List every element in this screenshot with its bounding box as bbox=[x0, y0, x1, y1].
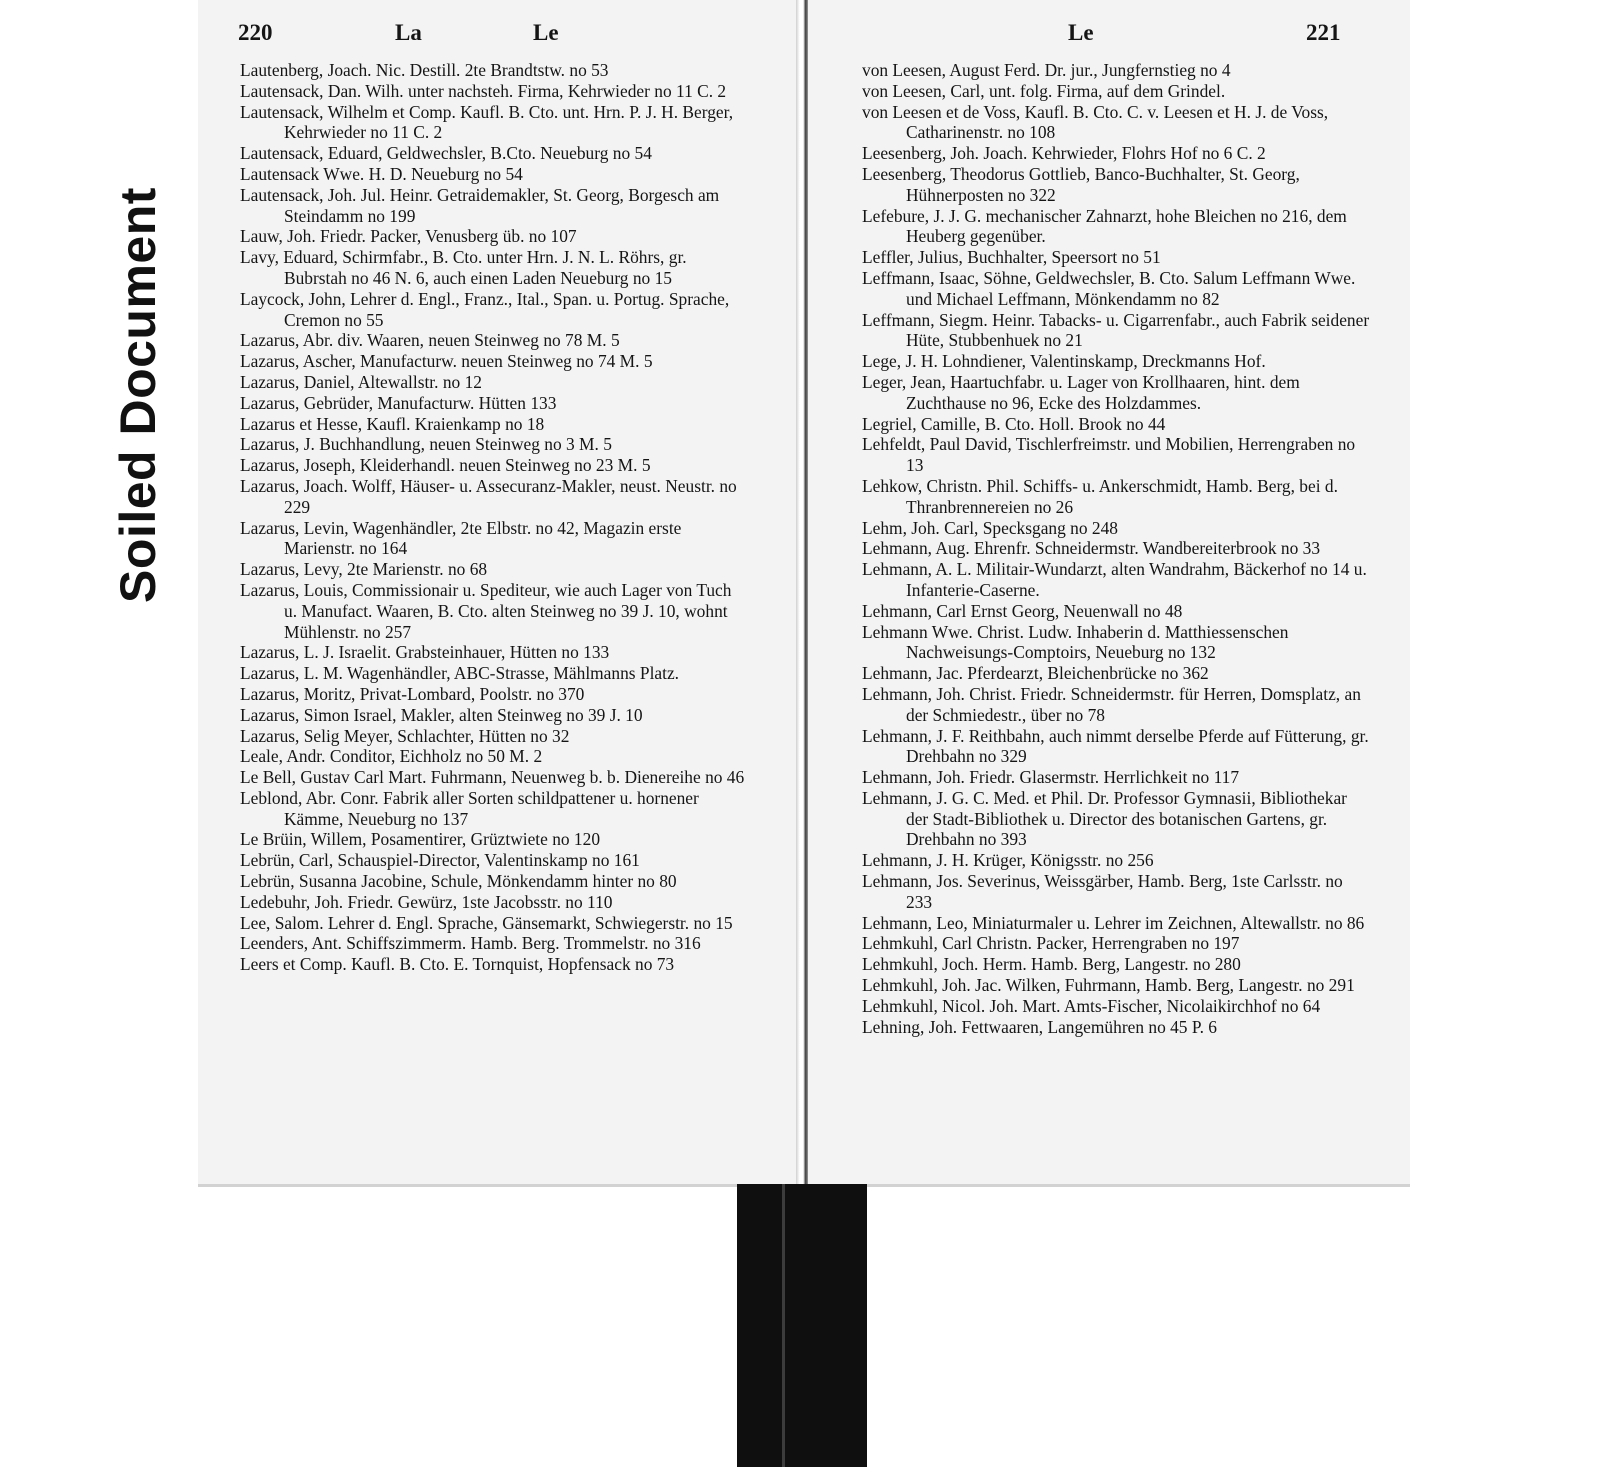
directory-entry: Leffmann, Siegm. Heinr. Tabacks- u. Cigarrenfabr., auch Fabrik seidener Hüte, Stubbenhuek no 21 bbox=[862, 309, 1370, 351]
directory-entry: Leale, Andr. Conditor, Eichholz no 50 M. 2 bbox=[240, 746, 543, 767]
directory-entry: Leger, Jean, Haartuchfabr. u. Lager von Krollhaaren, hint. dem Zuchthause no 96, Ecke des Holzdammes. bbox=[862, 371, 1300, 413]
directory-entry: Lehmann, J. G. C. Med. et Phil. Dr. Professor Gymnasii, Bibliothekar der Stadt-Bibliothek u. Director des botanischen Gartens, gr. Drehbahn no 393 bbox=[862, 787, 1347, 850]
directory-entry: Lazarus et Hesse, Kaufl. Kraienkamp no 18 bbox=[240, 413, 545, 434]
directory-entry: Lehmkuhl, Nicol. Joh. Mart. Amts-Fischer, Nicolaikirchhof no 64 bbox=[862, 995, 1321, 1016]
directory-entry: Lehfeldt, Paul David, Tischlerfreimstr. und Mobilien, Herrengraben no 13 bbox=[862, 434, 1356, 476]
directory-entry: Lazarus, Abr. div. Waaren, neuen Steinweg no 78 M. 5 bbox=[240, 330, 620, 351]
directory-entry: Lazarus, Simon Israel, Makler, alten Steinweg no 39 J. 10 bbox=[240, 704, 643, 725]
directory-entry: Lehmann, A. L. Militair-Wundarzt, alten Wandrahm, Bäckerhof no 14 u. Infanterie-Caserne. bbox=[862, 559, 1367, 600]
stamp-text: Soiled Document bbox=[110, 187, 166, 603]
directory-entry: Lazarus, Daniel, Altewallstr. no 12 bbox=[240, 371, 482, 392]
left-page-entries bbox=[240, 60, 748, 975]
directory-entry: Lazarus, Levin, Wagenhändler, 2te Elbstr. no 42, Magazin erste Marienstr. no 164 bbox=[240, 517, 682, 559]
directory-entry: Lautensack Wwe. H. D. Neueburg no 54 bbox=[240, 163, 523, 184]
left-page-heading-last: Le bbox=[533, 20, 559, 45]
directory-entry: Lazarus, J. Buchhandlung, neuen Steinweg no 3 M. 5 bbox=[240, 434, 612, 455]
directory-entry: Leesenberg, Joh. Joach. Kehrwieder, Flohrs Hof no 6 C. 2 bbox=[862, 143, 1266, 164]
directory-entry: von Leesen, Carl, unt. folg. Firma, auf dem Grindel. bbox=[862, 80, 1226, 101]
directory-entry: Lautensack, Wilhelm et Comp. Kaufl. B. Cto. unt. Hrn. P. J. H. Berger, Kehrwieder no 11 C. 2 bbox=[240, 101, 734, 143]
directory-entry: Legriel, Camille, B. Cto. Holl. Brook no 44 bbox=[862, 413, 1166, 434]
directory-entry: Lazarus, Joseph, Kleiderhandl. neuen Steinweg no 23 M. 5 bbox=[240, 455, 651, 476]
directory-entry: Leffler, Julius, Buchhalter, Speersort no 51 bbox=[862, 247, 1161, 268]
directory-entry: Leblond, Abr. Conr. Fabrik aller Sorten schildpattener u. hornener Kämme, Neueburg no 137 bbox=[240, 787, 699, 829]
directory-entry: Lebrün, Susanna Jacobine, Schule, Mönkendamm hinter no 80 bbox=[240, 871, 677, 892]
book-gutter bbox=[796, 0, 808, 1184]
directory-entry: Lehmkuhl, Carl Christn. Packer, Herrengraben no 197 bbox=[862, 933, 1240, 954]
directory-entry: Lehmann, J. H. Krüger, Königsstr. no 256 bbox=[862, 850, 1154, 871]
spine-cord bbox=[782, 1184, 785, 1467]
directory-entry: Lazarus, Ascher, Manufacturw. neuen Steinweg no 74 M. 5 bbox=[240, 351, 653, 372]
directory-entry: von Leesen, August Ferd. Dr. jur., Jungfernstieg no 4 bbox=[862, 60, 1231, 80]
directory-entry: Lazarus, L. J. Israelit. Grabsteinhauer, Hütten no 133 bbox=[240, 642, 610, 663]
directory-entry: Laycock, John, Lehrer d. Engl., Franz., Ital., Span. u. Portug. Sprache, Cremon no 55 bbox=[240, 288, 730, 330]
directory-entry: Lautensack, Dan. Wilh. unter nachsteh. Firma, Kehrwieder no 11 C. 2 bbox=[240, 80, 727, 101]
directory-entry: Lazarus, Louis, Commissionair u. Spediteur, wie auch Lager von Tuch u. Manufact. Waaren, B. Cto. alten Steinweg no 39 J. 10, wohnt Mühlenstr. no 257 bbox=[240, 579, 732, 642]
directory-entry: Lehmann, Joh. Friedr. Glasermstr. Herrlichkeit no 117 bbox=[862, 767, 1240, 788]
right-page bbox=[808, 0, 1410, 1184]
directory-entry: Lehm, Joh. Carl, Specksgang no 248 bbox=[862, 517, 1118, 538]
right-page-heading: Le bbox=[1068, 20, 1094, 45]
directory-entry: Lehning, Joh. Fettwaaren, Langemühren no 45 P. 6 bbox=[862, 1016, 1217, 1037]
directory-entry: Le Brüin, Willem, Posamentirer, Grüztwiete no 120 bbox=[240, 829, 601, 850]
directory-entry: Ledebuhr, Joh. Friedr. Gewürz, 1ste Jacobsstr. no 110 bbox=[240, 891, 613, 912]
directory-entry: Lehmann, Jos. Severinus, Weissgärber, Hamb. Berg, 1ste Carlsstr. no 233 bbox=[862, 871, 1343, 912]
directory-entry: Lehmann, Aug. Ehrenfr. Schneidermstr. Wandbereiterbrook no 33 bbox=[862, 538, 1321, 559]
directory-entry: Lee, Salom. Lehrer d. Engl. Sprache, Gänsemarkt, Schwiegerstr. no 15 bbox=[240, 912, 733, 933]
right-page-number: 221 bbox=[1306, 20, 1341, 45]
directory-entry: Lebrün, Carl, Schauspiel-Director, Valentinskamp no 161 bbox=[240, 850, 640, 871]
directory-entry: Lazarus, Moritz, Privat-Lombard, Poolstr. no 370 bbox=[240, 683, 585, 704]
directory-entry: Lehmann, Leo, Miniaturmaler u. Lehrer im Zeichnen, Altewallstr. no 86 bbox=[862, 912, 1365, 933]
directory-entry: Lehmkuhl, Joch. Herm. Hamb. Berg, Langestr. no 280 bbox=[862, 954, 1241, 975]
directory-entry: Lefebure, J. J. G. mechanischer Zahnarzt, hohe Bleichen no 216, dem Heuberg gegenüber. bbox=[862, 205, 1347, 247]
directory-entry: Leffmann, Isaac, Söhne, Geldwechsler, B. Cto. Salum Leffmann Wwe. und Michael Leffmann, Mönkendamm no 82 bbox=[862, 267, 1356, 309]
directory-entry: Lehmkuhl, Joh. Jac. Wilken, Fuhrmann, Hamb. Berg, Langestr. no 291 bbox=[862, 975, 1355, 996]
directory-entry: Le Bell, Gustav Carl Mart. Fuhrmann, Neuenweg b. b. Dienereihe no 46 bbox=[240, 767, 745, 788]
directory-entry: Lazarus, Gebrüder, Manufacturw. Hütten 133 bbox=[240, 392, 557, 413]
directory-entry: Lazarus, Selig Meyer, Schlachter, Hütten no 32 bbox=[240, 725, 570, 746]
soiled-document-stamp bbox=[108, 140, 168, 650]
directory-entry: Lazarus, Levy, 2te Marienstr. no 68 bbox=[240, 559, 488, 580]
directory-entry: Lege, J. H. Lohndiener, Valentinskamp, Dreckmanns Hof. bbox=[862, 351, 1266, 372]
left-page-heading-first: La bbox=[395, 20, 422, 45]
directory-entry: Lehmann, J. F. Reithbahn, auch nimmt derselbe Pferde auf Fütterung, gr. Drehbahn no 329 bbox=[862, 725, 1369, 767]
left-page bbox=[198, 0, 798, 1184]
directory-entry: Lautensack, Joh. Jul. Heinr. Getraidemakler, St. Georg, Borgesch am Steindamm no 199 bbox=[240, 184, 720, 226]
directory-entry: Lehmann, Jac. Pferdearzt, Bleichenbrücke no 362 bbox=[862, 663, 1209, 684]
directory-entry: Lautensack, Eduard, Geldwechsler, B.Cto. Neueburg no 54 bbox=[240, 143, 652, 164]
directory-entry: Lehmann, Carl Ernst Georg, Neuenwall no 48 bbox=[862, 600, 1183, 621]
directory-entry: Lazarus, L. M. Wagenhändler, ABC-Strasse, Mählmanns Platz. bbox=[240, 663, 680, 684]
directory-entry: Leers et Comp. Kaufl. B. Cto. E. Tornquist, Hopfensack no 73 bbox=[240, 954, 675, 975]
directory-entry: Lavy, Eduard, Schirmfabr., B. Cto. unter Hrn. J. N. L. Röhrs, gr. Bubrstah no 46 N. 6, auch einen Laden Neueburg no 15 bbox=[240, 247, 687, 288]
directory-entry: Lehmann Wwe. Christ. Ludw. Inhaberin d. Matthiessenschen Nachweisungs-Comptoirs, Neueburg no 132 bbox=[862, 621, 1289, 663]
open-book-scan bbox=[198, 0, 1410, 1187]
directory-entry: von Leesen et de Voss, Kaufl. B. Cto. C. v. Leesen et H. J. de Voss, Catharinenstr. no 108 bbox=[862, 101, 1329, 143]
directory-entry: Lehmann, Joh. Christ. Friedr. Schneidermstr. für Herren, Domsplatz, an der Schmiedestr., über no 78 bbox=[862, 683, 1361, 725]
left-page-number: 220 bbox=[238, 20, 273, 45]
directory-entry: Leesenberg, Theodorus Gottlieb, Banco-Buchhalter, St. Georg, Hühnerposten no 322 bbox=[862, 163, 1300, 205]
book-spine-binding bbox=[737, 1184, 867, 1467]
directory-entry: Lautenberg, Joach. Nic. Destill. 2te Brandtstw. no 53 bbox=[240, 60, 609, 80]
directory-entry: Lehkow, Christn. Phil. Schiffs- u. Ankerschmidt, Hamb. Berg, bei d. Thranbrennereien no 26 bbox=[862, 475, 1338, 517]
right-page-entries bbox=[862, 60, 1370, 1037]
directory-entry: Leenders, Ant. Schiffszimmerm. Hamb. Berg. Trommelstr. no 316 bbox=[240, 933, 701, 954]
directory-entry: Lauw, Joh. Friedr. Packer, Venusberg üb. no 107 bbox=[240, 226, 577, 247]
directory-entry: Lazarus, Joach. Wolff, Häuser- u. Assecuranz-Makler, neust. Neustr. no 229 bbox=[240, 475, 737, 517]
